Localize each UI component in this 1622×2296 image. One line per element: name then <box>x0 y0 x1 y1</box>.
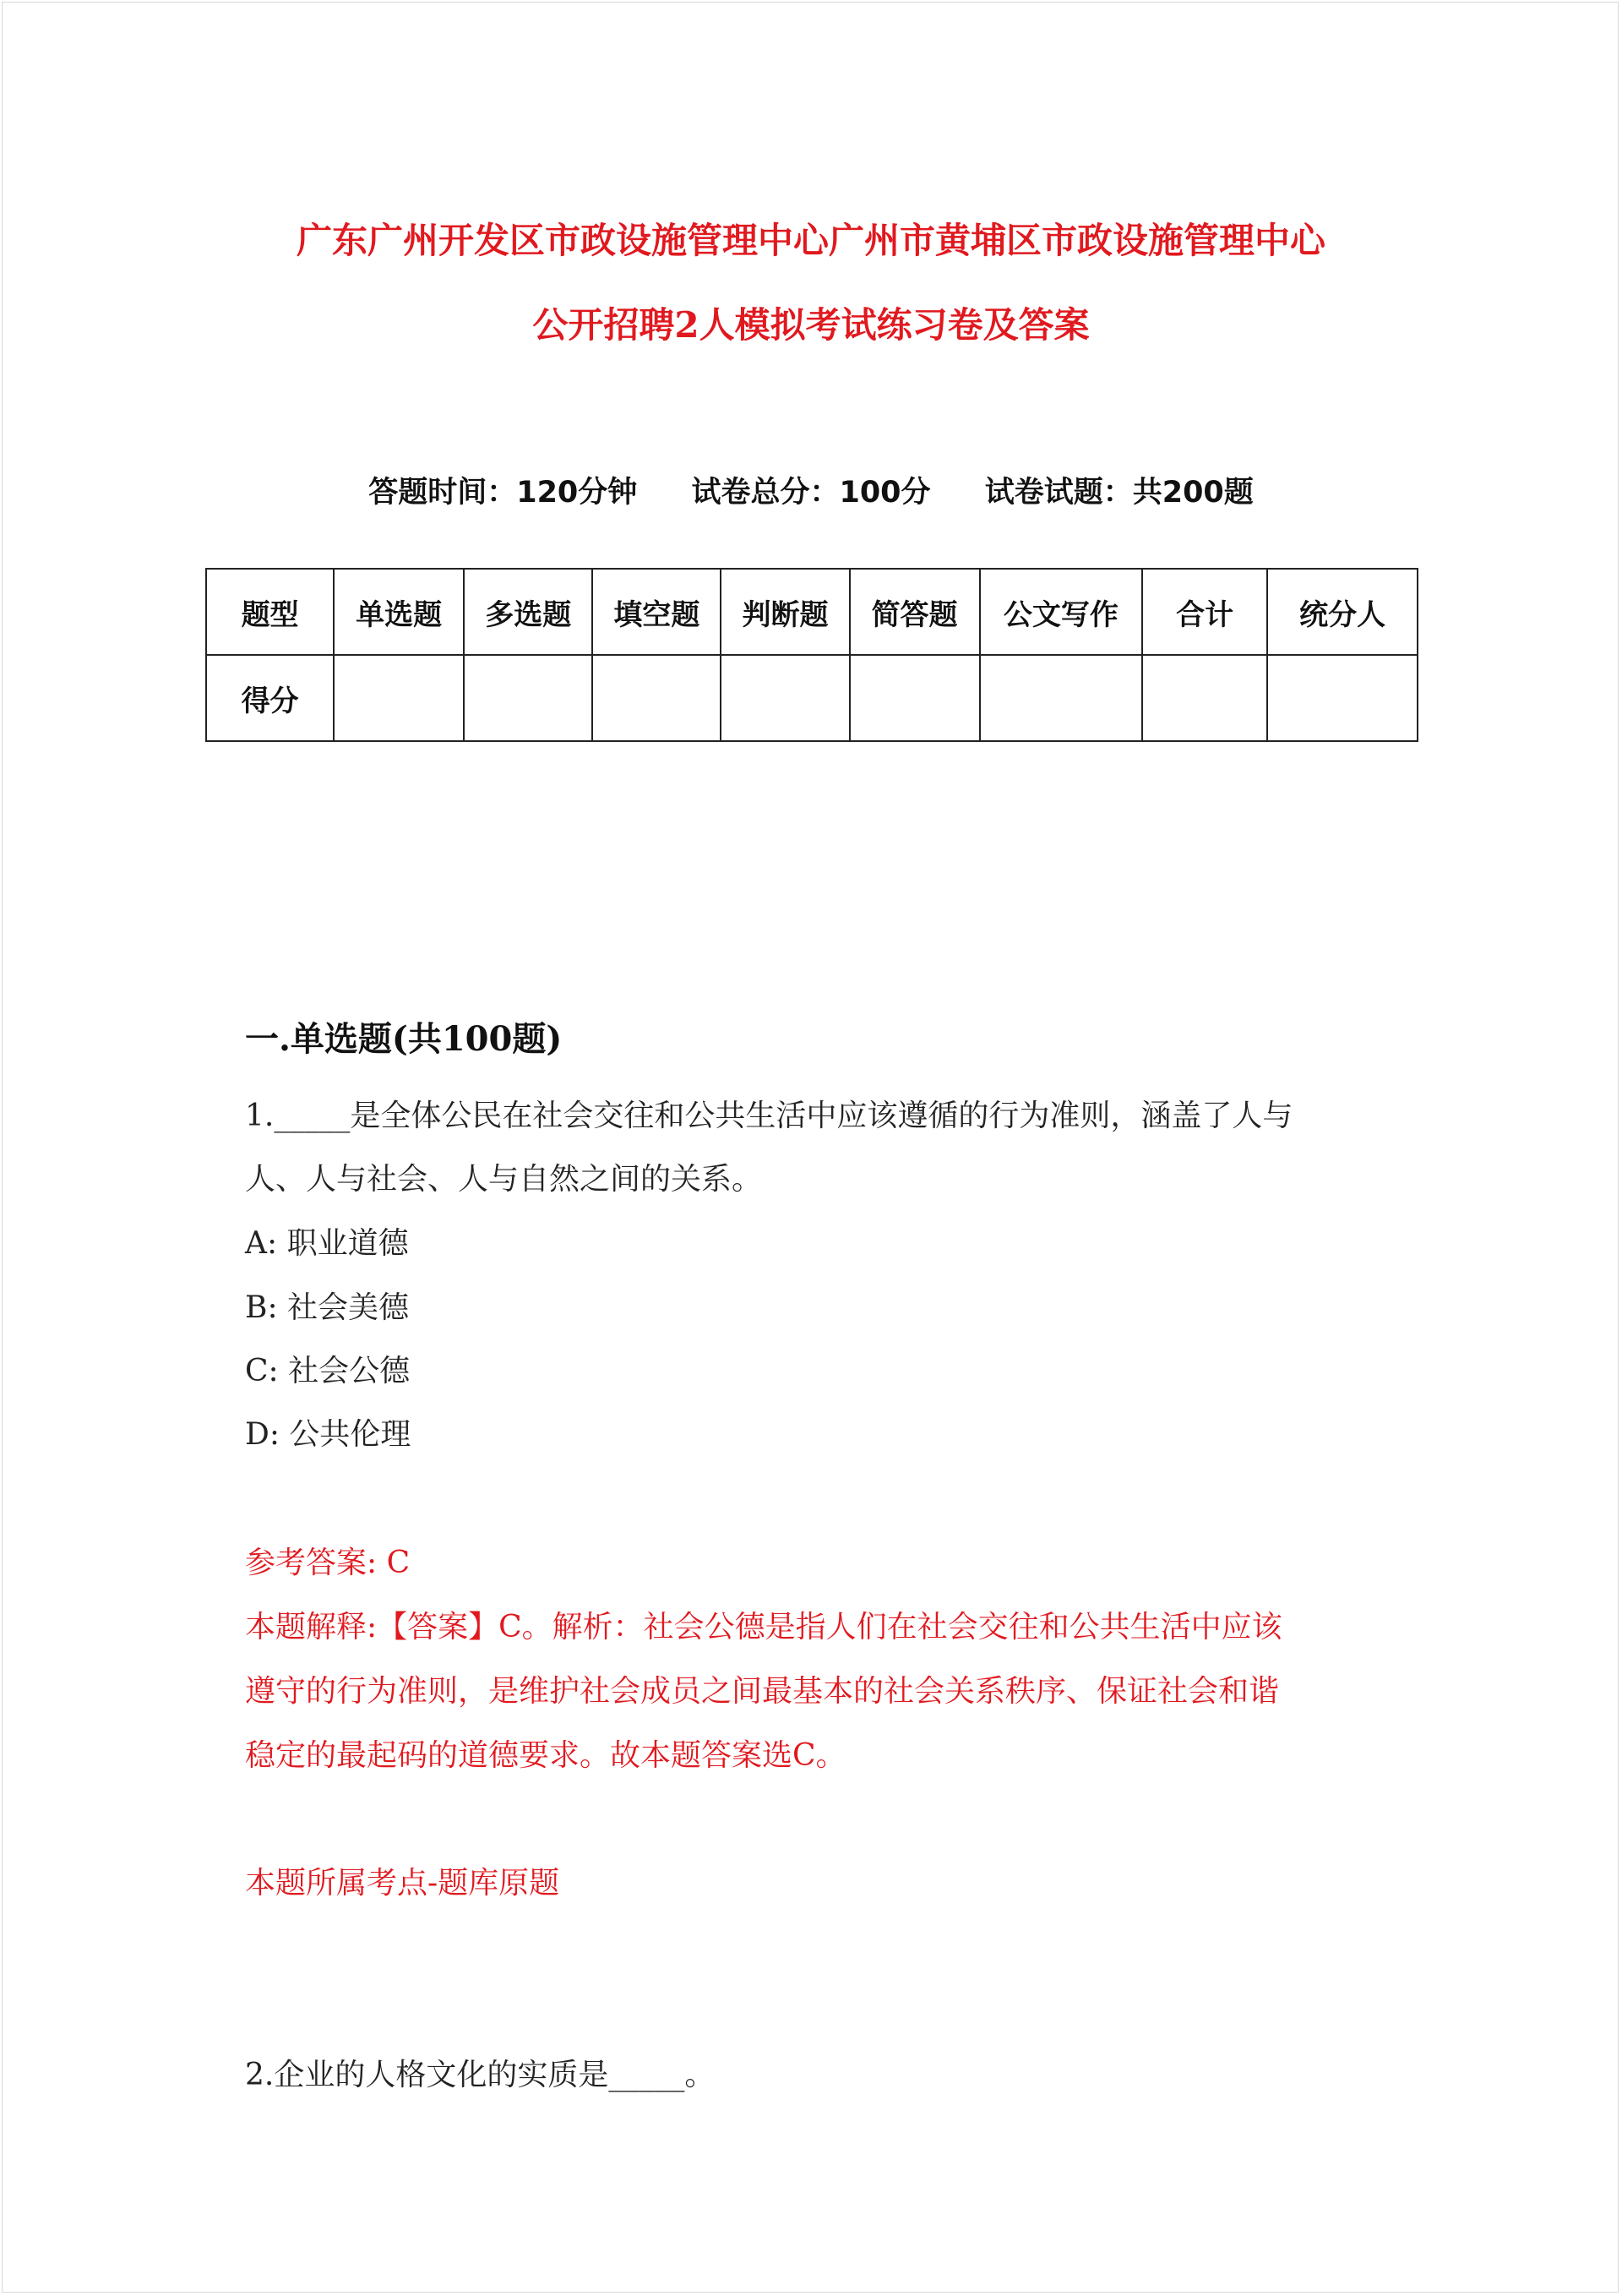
score-cell <box>464 655 592 741</box>
question-1-stem-line-2: 人、人与社会、人与自然之间的关系。 <box>245 1162 763 1197</box>
question-1-option-a: A: 职业道德 <box>245 1226 409 1261</box>
header-cell-official-writing: 公文写作 <box>980 569 1142 655</box>
question-1-explanation-line-1: 本题解释:【答案】C。解析：社会公德是指人们在社会交往和公共生活中应该 <box>245 1610 1282 1644</box>
header-cell-true-false: 判断题 <box>721 569 849 655</box>
score-cell <box>980 655 1142 741</box>
score-cell <box>721 655 849 741</box>
score-cell <box>1142 655 1267 741</box>
question-1-answer: 参考答案: C <box>245 1546 411 1580</box>
exam-time: 答题时间：120分钟 <box>368 476 638 510</box>
score-cell <box>850 655 980 741</box>
question-1-knowledge-point: 本题所属考点-题库原题 <box>245 1866 560 1901</box>
exam-info-bar <box>0 469 1622 511</box>
score-table <box>205 568 1418 742</box>
question-1-option-c: C: 社会公德 <box>245 1354 411 1388</box>
score-cell <box>1267 655 1418 741</box>
question-1-explanation-line-3: 稳定的最起码的道德要求。故本题答案选C。 <box>245 1738 846 1773</box>
score-row-label: 得分 <box>206 655 334 741</box>
question-1-explanation-line-2: 遵守的行为准则，是维护社会成员之间最基本的社会关系秩序、保证社会和谐 <box>245 1674 1280 1709</box>
document-title-line-1: 广东广州开发区市政设施管理中心广州市黄埔区市政设施管理中心 <box>296 220 1325 261</box>
header-cell-single-choice: 单选题 <box>334 569 464 655</box>
question-2-stem: 2.企业的人格文化的实质是_____。 <box>245 2058 716 2092</box>
header-cell-scorer: 统分人 <box>1267 569 1418 655</box>
header-cell-fill-blank: 填空题 <box>592 569 721 655</box>
score-cell <box>592 655 721 741</box>
question-1-option-d: D: 公共伦理 <box>245 1417 411 1452</box>
header-cell-multiple-choice: 多选题 <box>464 569 592 655</box>
header-cell-type: 题型 <box>206 569 334 655</box>
header-cell-short-answer: 简答题 <box>850 569 980 655</box>
question-1-option-b: B: 社会美德 <box>245 1290 410 1325</box>
document-title-line-2: 公开招聘2人模拟考试练习卷及答案 <box>532 304 1090 346</box>
section-title: 一.单选题(共100题) <box>245 1019 563 1059</box>
score-cell <box>334 655 464 741</box>
exam-total-score: 试卷总分：100分 <box>691 476 931 510</box>
exam-question-count: 试卷试题：共200题 <box>984 476 1254 510</box>
header-cell-total: 合计 <box>1142 569 1267 655</box>
score-table-score-row <box>206 655 1418 741</box>
question-1-stem-line-1: 1._____是全体公民在社会交往和公共生活中应该遵循的行为准则，涵盖了人与 <box>245 1099 1293 1133</box>
score-table-header-row <box>206 569 1418 655</box>
